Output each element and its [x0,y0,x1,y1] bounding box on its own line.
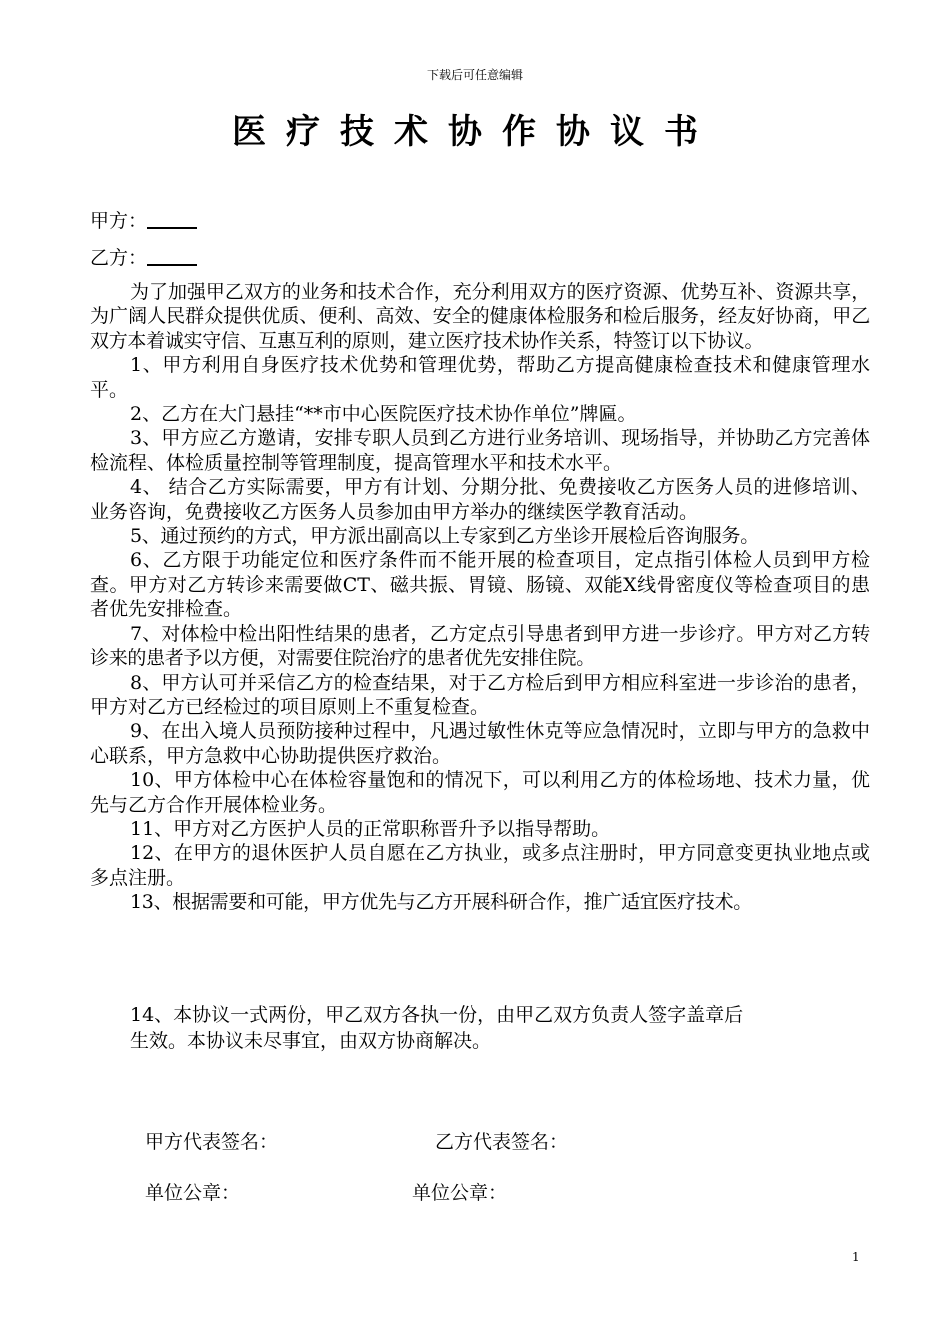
clause-3: 3、甲方应乙方邀请，安排专职人员到乙方进行业务培训、现场指导，并协助乙方完善体检流程、体检质量控制等管理制度，提高管理水平和技术水平。 [90,427,870,474]
party-b-label: 乙方： [90,247,148,269]
party-b-blank[interactable] [147,246,197,266]
header-note: 下载后可任意编辑 [426,68,523,82]
party-b-signature-label: 乙方代表签名： [435,1131,569,1153]
party-b-seal-label: 单位公章： [412,1182,508,1204]
page-number: 1 [852,1250,860,1264]
clause-12: 12、在甲方的退休医护人员自愿在乙方执业，或多点注册时，甲方同意变更执业地点或多点注册。 [90,842,870,889]
party-a-line [90,206,197,233]
clause-14 [130,1002,870,1054]
clause-14-line-2: 生效。本协议未尽事宜，由双方协商解决。 [130,1030,492,1052]
clause-10: 10、甲方体检中心在体检容量饱和的情况下，可以利用乙方的体检场地、技术力量，优先与乙方合作开展体检业务。 [90,769,870,816]
party-a-signature-label: 甲方代表签名： [145,1131,279,1153]
intro-paragraph: 为了加强甲乙双方的业务和技术合作，充分利用双方的医疗资源、优势互补、资源共享，为广阔人民群众提供优质、便利、高效、安全的健康体检服务和检后服务，经友好协商，甲乙双方本着诚实守信、互惠互利的原则，建立医疗技术协作关系，特签订以下协议。 [90,281,870,352]
clause-7: 7、对体检中检出阳性结果的患者，乙方定点引导患者到甲方进一步诊疗。甲方对乙方转诊来的患者予以方便，对需要住院治疗的患者优先安排住院。 [90,622,870,670]
party-b-line [90,243,197,270]
clause-5: 5、通过预约的方式，甲方派出副高以上专家到乙方坐诊开展检后咨询服务。 [130,525,759,548]
party-a-blank[interactable] [147,209,197,229]
clause-6: 6、乙方限于功能定位和医疗条件而不能开展的检查项目，定点指引体检人员到甲方检查。甲方对乙方转诊来需要做CT、磁共振、胃镜、肠镜、双能X线骨密度仪等检查项目的患者优先安排检查。 [90,549,870,621]
clause-4: 4、 结合乙方实际需要，甲方有计划、分期分批、免费接收乙方医务人员的进修培训、业务咨询，免费接收乙方医务人员参加由甲方举办的继续医学教育活动。 [90,476,870,523]
clause-9: 9、在出入境人员预防接种过程中，凡遇过敏性休克等应急情况时，立即与甲方的急救中心联系，甲方急救中心协助提供医疗救治。 [90,720,870,767]
clause-14-line-1: 14、本协议一式两份，甲乙双方各执一份，由甲乙双方负责人签字盖章后 [130,1004,744,1026]
clause-1: 1、甲方利用自身医疗技术优势和管理优势，帮助乙方提高健康检查技术和健康管理水平。 [90,354,870,401]
clause-11: 11、甲方对乙方医护人员的正常职称晋升予以指导帮助。 [130,817,611,840]
clause-8: 8、甲方认可并采信乙方的检查结果，对于乙方检后到甲方相应科室进一步诊治的患者，甲方对乙方已经检过的项目原则上不重复检查。 [90,671,870,718]
clause-2: 2、乙方在大门悬挂“**市中心医院医疗技术协作单位”牌匾。 [130,403,637,426]
party-a-label: 甲方： [90,210,148,232]
document-title: 医疗技术协作协议书 [232,112,718,152]
agreement-body [90,280,870,915]
party-a-seal-label: 单位公章： [145,1182,241,1204]
clause-13: 13、根据需要和可能，甲方优先与乙方开展科研合作，推广适宜医疗技术。 [130,891,752,914]
